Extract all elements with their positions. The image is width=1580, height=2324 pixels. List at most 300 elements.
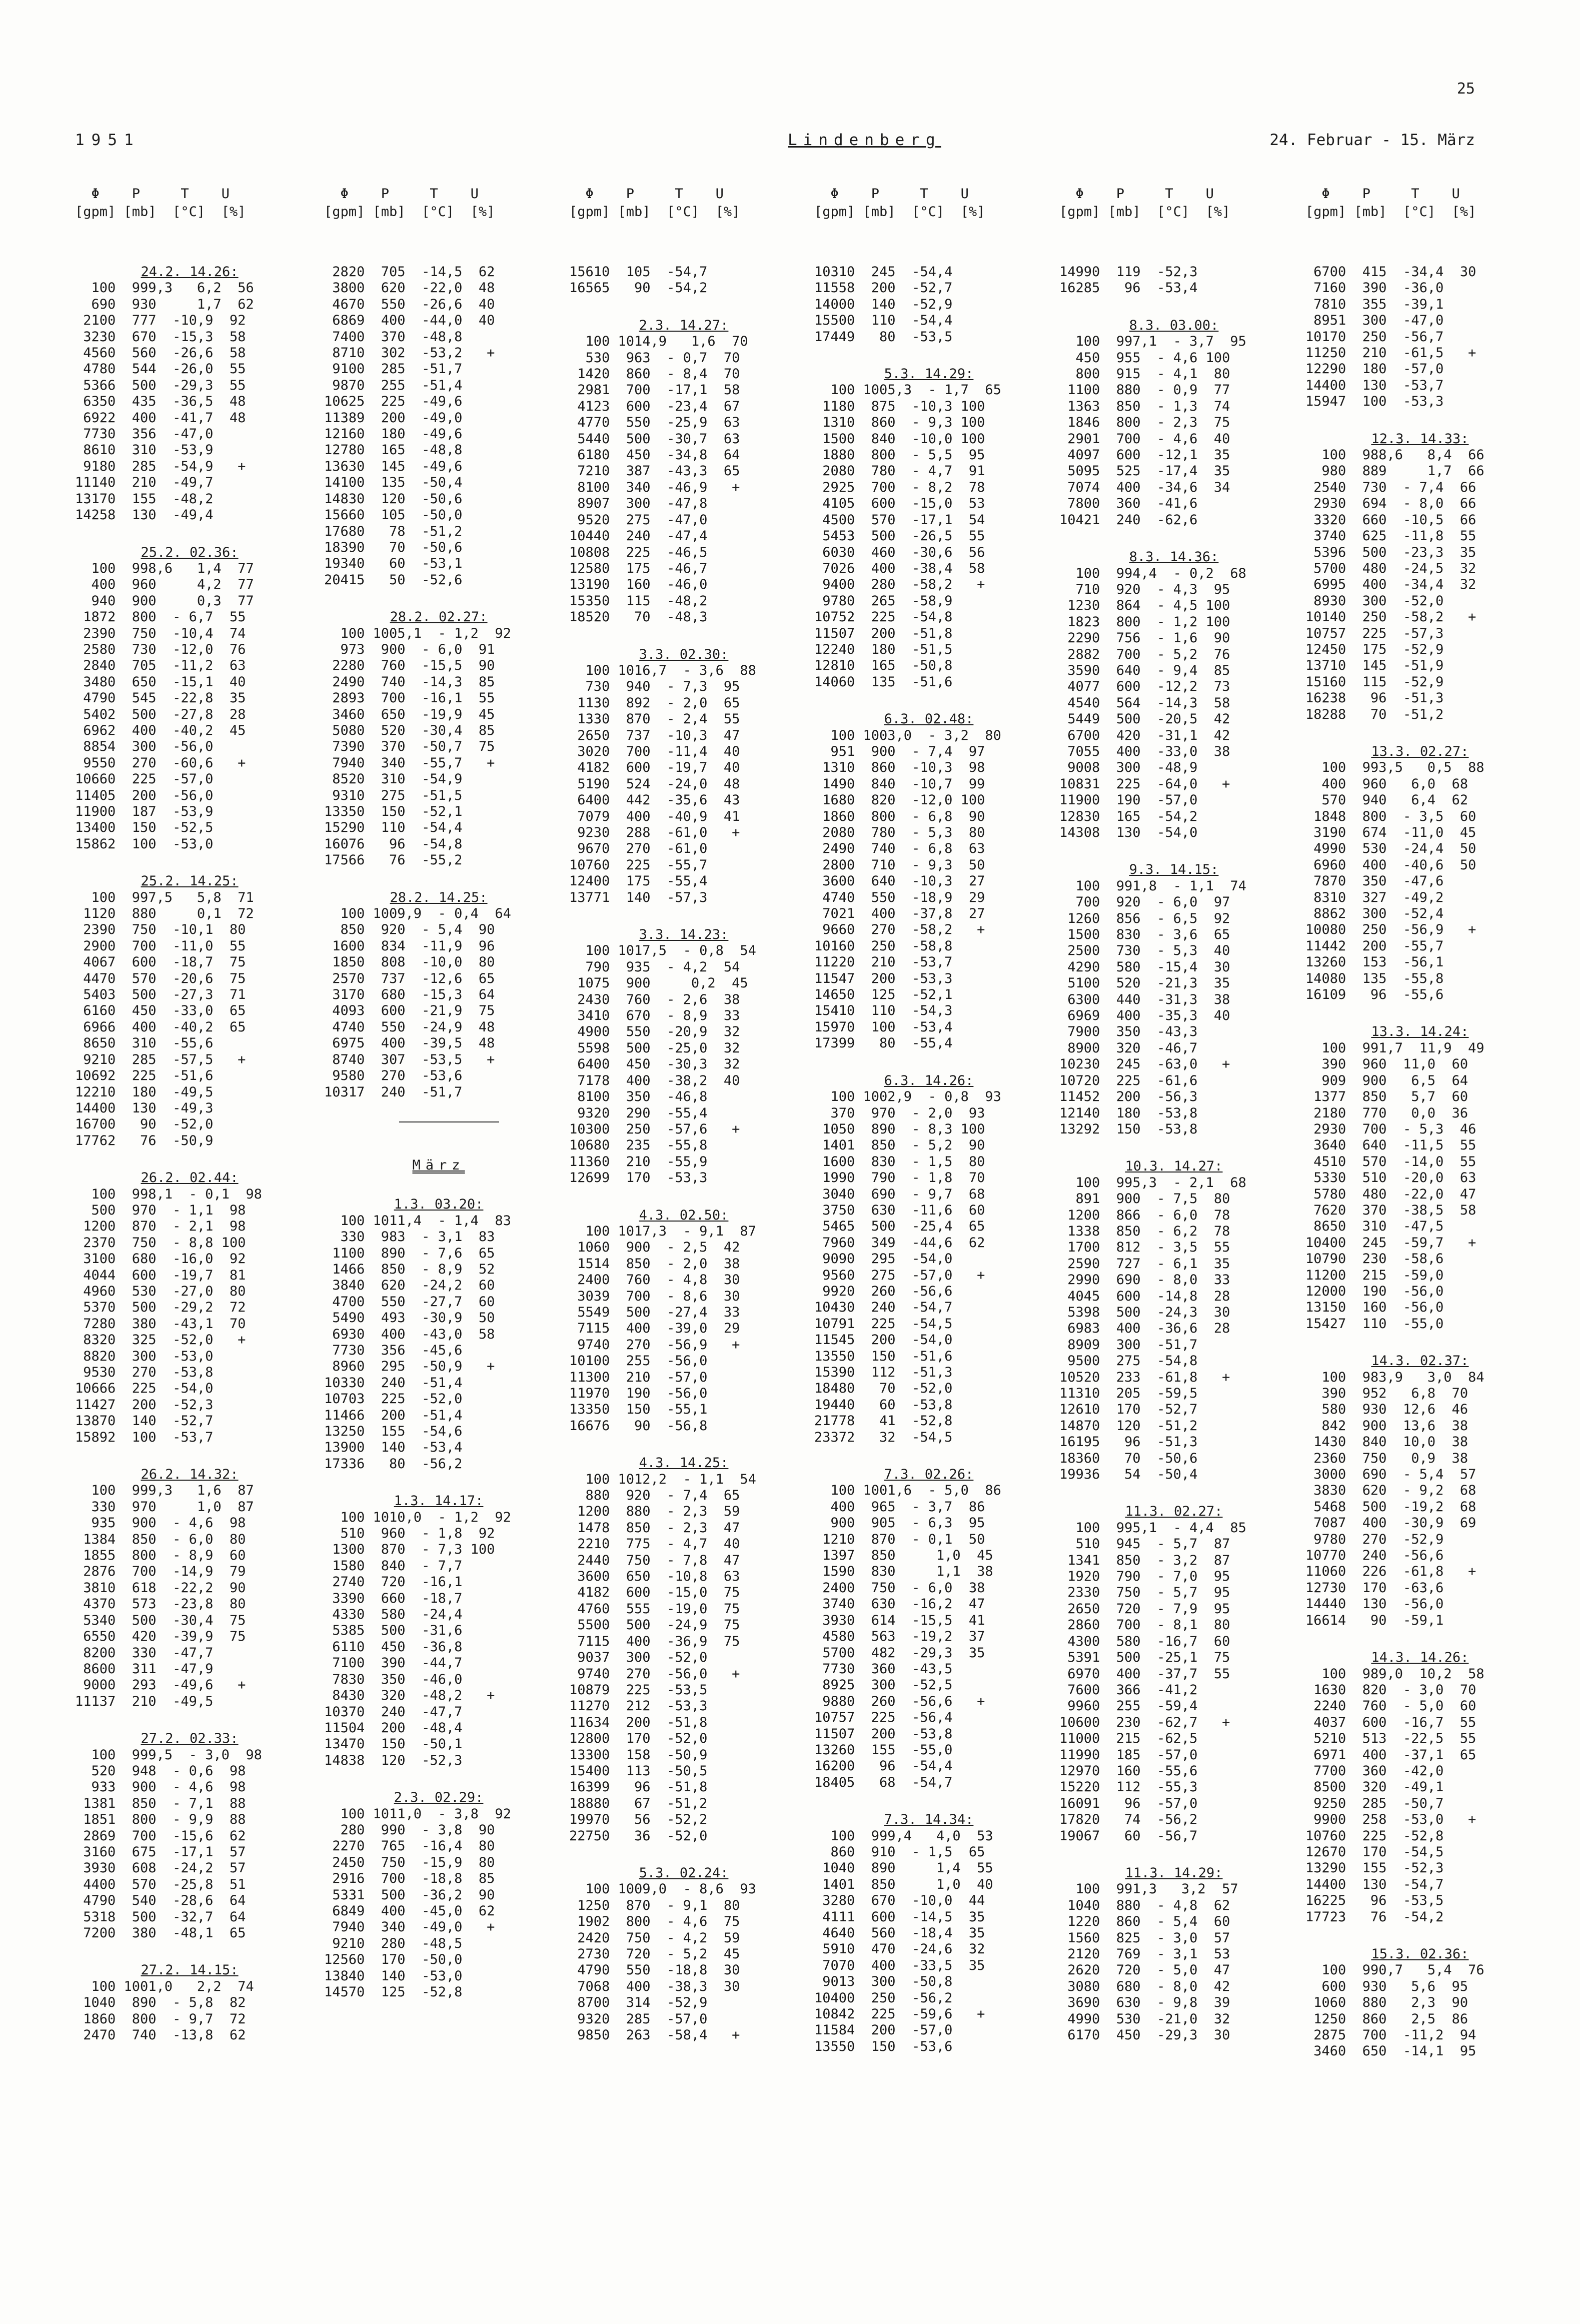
data-row: 7730 356 -47,0 <box>75 426 214 442</box>
data-row: 7087 400 -30,9 69 <box>1305 1515 1476 1531</box>
data-row: 280 990 - 3,8 90 <box>324 1822 495 1838</box>
data-row: 13290 155 -52,3 <box>1305 1860 1444 1876</box>
sounding-heading: 25.2. 14.25: <box>141 873 239 889</box>
month-label: März <box>412 1157 465 1173</box>
data-row: 14400 130 -49,3 <box>75 1100 214 1116</box>
data-row: 14080 135 -55,8 <box>1305 970 1444 986</box>
data-row: 100 999,4 4,0 53 <box>814 1828 993 1844</box>
data-row: 11452 200 -56,3 <box>1059 1089 1198 1105</box>
column-symbols: Φ P T U <box>75 186 230 202</box>
data-row: 4560 560 -26,6 58 <box>75 345 246 361</box>
data-row: 2450 750 -15,9 80 <box>324 1854 495 1870</box>
data-row: 1210 870 - 0,1 50 <box>814 1531 985 1547</box>
data-row: 7178 400 -38,2 40 <box>569 1072 740 1088</box>
data-row: 2580 730 -12,0 76 <box>75 641 246 657</box>
data-row: 2869 700 -15,6 62 <box>75 1828 246 1844</box>
data-row: 600 930 5,6 95 <box>1305 1978 1468 1994</box>
data-row: 7390 370 -50,7 75 <box>324 739 495 755</box>
sounding-heading: 27.2. 02.33: <box>141 1731 239 1747</box>
data-row: 100 1003,0 - 3,2 80 <box>814 727 1001 743</box>
data-row: 10666 225 -54,0 <box>75 1381 214 1397</box>
data-row: 4780 544 -26,0 55 <box>75 361 246 377</box>
data-row: 2650 737 -10,3 47 <box>569 727 740 743</box>
sounding-heading: 6.3. 14.26: <box>884 1072 974 1088</box>
data-row: 9500 275 -54,8 <box>1059 1353 1198 1369</box>
sounding-block <box>75 1962 284 2043</box>
data-row: 2180 770 0,0 36 <box>1305 1105 1468 1121</box>
data-row: 2360 750 0,9 38 <box>1305 1450 1468 1466</box>
data-row: 9320 285 -57,0 <box>569 2011 708 2027</box>
data-row: 100 990,7 5,4 76 <box>1305 1962 1484 1978</box>
data-row: 8820 300 -53,0 <box>75 1348 214 1364</box>
data-row: 11140 210 -49,7 <box>75 475 214 491</box>
data-row: 19067 60 -56,7 <box>1059 1828 1198 1844</box>
data-row: 13260 153 -56,1 <box>1305 954 1444 970</box>
sounding-block <box>1059 318 1268 528</box>
data-row: 4580 563 -19,2 37 <box>814 1629 985 1645</box>
data-row: 1401 850 1,0 40 <box>814 1876 993 1892</box>
sounding-block <box>1305 1353 1514 1629</box>
data-row: 10760 225 -55,7 <box>569 857 708 873</box>
data-row: 10430 240 -54,7 <box>814 1300 953 1316</box>
sounding-block <box>1305 1650 1514 1925</box>
data-row: 16109 96 -55,6 <box>1305 987 1444 1003</box>
data-row: 1420 860 - 8,4 70 <box>569 366 740 382</box>
data-row: 10400 245 -59,7 + <box>1305 1235 1476 1251</box>
data-row: 14650 125 -52,1 <box>814 987 953 1003</box>
sounding-block <box>814 1467 1023 1791</box>
data-row: 1060 880 2,3 90 <box>1305 1995 1468 2011</box>
data-row: 3600 640 -10,3 27 <box>814 873 985 889</box>
data-row: 14308 130 -54,0 <box>1059 825 1198 840</box>
sounding-heading: 5.3. 14.29: <box>884 366 974 382</box>
sounding-block <box>75 545 284 853</box>
data-row: 7940 340 -55,7 + <box>324 755 495 771</box>
data-row: 3320 660 -10,5 66 <box>1305 512 1476 528</box>
data-row: 6970 400 -37,7 55 <box>1059 1666 1230 1682</box>
data-row: 2860 700 - 8,1 80 <box>1059 1617 1230 1633</box>
data-row: 2930 694 - 8,0 66 <box>1305 496 1476 512</box>
data-row: 15427 110 -55,0 <box>1305 1316 1444 1332</box>
data-row: 14400 130 -54,7 <box>1305 1876 1444 1892</box>
data-row: 5385 500 -31,6 <box>324 1623 463 1639</box>
data-row: 13350 150 -55,1 <box>569 1402 708 1418</box>
data-row: 6700 415 -34,4 30 <box>1305 264 1476 280</box>
data-row: 16225 96 -53,5 <box>1305 1893 1444 1909</box>
data-row: 9920 260 -56,6 <box>814 1283 953 1299</box>
data-row: 4077 600 -12,2 73 <box>1059 679 1230 695</box>
data-row: 16700 90 -52,0 <box>75 1116 214 1132</box>
data-row: 16399 96 -51,8 <box>569 1779 708 1795</box>
sounding-block <box>1305 744 1514 1003</box>
data-row: 1514 850 - 2,0 38 <box>569 1256 740 1272</box>
data-row: 10879 225 -53,5 <box>569 1682 708 1698</box>
sounding-heading: 1.3. 03.20: <box>394 1197 484 1213</box>
data-row: 9780 270 -52,9 <box>1305 1531 1444 1547</box>
data-row: 12670 170 -54,5 <box>1305 1844 1444 1860</box>
data-row: 15350 115 -48,2 <box>569 593 708 609</box>
data-row: 16076 96 -54,8 <box>324 836 463 852</box>
data-row: 570 940 6,4 62 <box>1305 792 1468 808</box>
data-row: 5340 500 -30,4 75 <box>75 1612 246 1628</box>
data-row: 10831 225 -64,0 + <box>1059 776 1230 792</box>
column-units: [gpm] [mb] [°C] [%] <box>1059 204 1230 220</box>
data-row: 100 989,0 10,2 58 <box>1305 1666 1484 1682</box>
data-row: 12140 180 -53,8 <box>1059 1105 1198 1121</box>
data-row: 14870 120 -51,2 <box>1059 1418 1198 1434</box>
data-row: 20415 50 -52,6 <box>324 572 463 588</box>
data-row: 1100 880 - 0,9 77 <box>1059 382 1230 398</box>
sounding-block <box>569 264 778 297</box>
sounding-heading: 28.2. 02.27: <box>390 609 488 625</box>
data-row: 100 994,4 - 0,2 68 <box>1059 565 1246 581</box>
sounding-block <box>1059 264 1268 297</box>
data-row: 10680 235 -55,8 <box>569 1137 708 1153</box>
data-row: 15610 105 -54,7 <box>569 264 708 280</box>
data-row: 8320 325 -52,0 + <box>75 1332 246 1348</box>
data-row: 8430 320 -48,2 + <box>324 1688 495 1704</box>
data-row: 100 998,1 - 0,1 98 <box>75 1186 262 1202</box>
data-row: 4740 550 -18,9 29 <box>814 889 985 905</box>
data-row: 10317 240 -51,7 <box>324 1084 463 1100</box>
data-row: 18520 70 -48,3 <box>569 609 708 625</box>
data-row: 100 1001,0 2,2 74 <box>75 1978 254 1994</box>
data-row: 2981 700 -17,1 58 <box>569 382 740 398</box>
data-row: 11360 210 -55,9 <box>569 1153 708 1170</box>
column-symbols: Φ P T U <box>814 186 969 202</box>
data-row: 3740 625 -11,8 55 <box>1305 528 1476 544</box>
data-row: 100 1002,9 - 0,8 93 <box>814 1089 1001 1105</box>
data-row: 17449 80 -53,5 <box>814 329 953 345</box>
data-row: 21778 41 -52,8 <box>814 1413 953 1429</box>
data-row: 100 991,8 - 1,1 74 <box>1059 878 1246 894</box>
column-header <box>1305 185 1514 229</box>
data-row: 9850 263 -58,4 + <box>569 2027 740 2043</box>
data-row: 8854 300 -56,0 <box>75 739 214 755</box>
data-row: 1120 880 0,1 72 <box>75 906 254 922</box>
station-name: Lindenberg <box>788 131 941 149</box>
data-row: 1823 800 - 1,2 100 <box>1059 614 1230 630</box>
data-row: 3480 650 -15,1 40 <box>75 674 246 690</box>
data-row: 4330 580 -24,4 <box>324 1607 463 1623</box>
data-row: 13630 145 -49,6 <box>324 458 463 474</box>
sounding-heading: 4.3. 02.50: <box>639 1207 729 1223</box>
data-row: 6110 450 -36,8 <box>324 1639 463 1655</box>
column-header <box>569 185 778 229</box>
sounding-heading: 28.2. 14.25: <box>390 889 488 905</box>
data-row: 9310 275 -51,5 <box>324 787 463 803</box>
data-row: 10625 225 -49,6 <box>324 394 463 410</box>
data-row: 3930 608 -24,2 57 <box>75 1860 246 1876</box>
data-row: 2390 750 -10,1 80 <box>75 922 246 938</box>
data-row: 3170 680 -15,3 64 <box>324 987 495 1003</box>
data-row: 9180 285 -54,9 + <box>75 458 246 474</box>
data-row: 15500 110 -54,4 <box>814 313 953 329</box>
data-row: 9090 295 -54,0 <box>814 1251 953 1267</box>
data-row: 4760 555 -19,0 75 <box>569 1601 740 1617</box>
data-row: 16285 96 -53,4 <box>1059 280 1198 296</box>
data-row: 100 1009,9 - 0,4 64 <box>324 906 511 922</box>
sounding-block <box>324 1790 533 2000</box>
data-row: 100 995,3 - 2,1 68 <box>1059 1175 1246 1191</box>
data-row: 15400 113 -50,5 <box>569 1763 708 1779</box>
data-row: 5700 480 -24,5 32 <box>1305 560 1476 576</box>
data-row: 1200 866 - 6,0 78 <box>1059 1207 1230 1223</box>
data-row: 330 970 1,0 87 <box>75 1499 254 1515</box>
data-row: 2490 740 -14,3 85 <box>324 674 495 690</box>
data-row: 5318 500 -32,7 64 <box>75 1909 246 1925</box>
data-row: 15290 110 -54,4 <box>324 820 463 836</box>
data-row: 8600 311 -47,9 <box>75 1661 214 1677</box>
data-row: 2270 765 -16,4 80 <box>324 1838 495 1854</box>
data-row: 11584 200 -57,0 <box>814 2022 953 2038</box>
data-row: 12730 170 -63,6 <box>1305 1580 1444 1596</box>
data-row: 2330 750 - 5,7 95 <box>1059 1585 1230 1601</box>
data-column-1 <box>75 185 284 2064</box>
sounding-heading: 12.3. 14.33: <box>1371 431 1469 447</box>
data-row: 10791 225 -54,5 <box>814 1316 953 1332</box>
sounding-heading: 26.2. 14.32: <box>141 1467 239 1483</box>
sounding-heading: 26.2. 02.44: <box>141 1170 239 1186</box>
data-row: 9400 280 -58,2 + <box>814 577 985 593</box>
data-row: 7210 387 -43,3 65 <box>569 463 740 479</box>
data-row: 2882 700 - 5,2 76 <box>1059 646 1230 662</box>
data-row: 5700 482 -29,3 35 <box>814 1645 985 1661</box>
data-row: 9880 260 -56,6 + <box>814 1693 985 1709</box>
data-row: 100 991,3 3,2 57 <box>1059 1881 1238 1897</box>
data-row: 3100 680 -16,0 92 <box>75 1251 246 1267</box>
data-row: 5190 524 -24,0 48 <box>569 776 740 792</box>
data-row: 9037 300 -52,0 <box>569 1650 708 1666</box>
sounding-block <box>1059 1158 1268 1483</box>
data-row: 16614 90 -59,1 <box>1305 1612 1444 1628</box>
data-row: 1180 875 -10,3 100 <box>814 398 985 414</box>
data-row: 3840 620 -24,2 60 <box>324 1278 495 1294</box>
data-row: 15862 100 -53,0 <box>75 836 214 852</box>
data-row: 23372 32 -54,5 <box>814 1429 953 1445</box>
data-row: 3000 690 - 5,4 57 <box>1305 1467 1476 1483</box>
data-row: 2420 750 - 4,2 59 <box>569 1930 740 1946</box>
data-row: 940 900 0,3 77 <box>75 593 254 609</box>
data-row: 12800 170 -52,0 <box>569 1731 708 1747</box>
separator-line <box>399 1121 499 1122</box>
data-row: 9210 285 -57,5 + <box>75 1051 246 1067</box>
data-row: 4370 573 -23,8 80 <box>75 1596 246 1612</box>
data-row: 7730 360 -43,5 <box>814 1661 953 1677</box>
data-row: 4123 600 -23,4 67 <box>569 398 740 414</box>
data-row: 2620 720 - 5,0 47 <box>1059 1962 1230 1978</box>
data-row: 5398 500 -24,3 30 <box>1059 1304 1230 1320</box>
sounding-heading: 7.3. 02.26: <box>884 1467 974 1483</box>
data-row: 11507 200 -53,8 <box>814 1726 953 1742</box>
data-row: 10080 250 -56,9 + <box>1305 922 1476 938</box>
data-row: 8200 330 -47,7 <box>75 1645 214 1661</box>
sounding-heading: 15.3. 02.36: <box>1371 1946 1469 1962</box>
sounding-block <box>814 711 1023 1052</box>
data-row: 16676 90 -56,8 <box>569 1418 708 1434</box>
data-row: 9008 300 -48,9 <box>1059 760 1198 776</box>
sounding-block <box>814 1812 1023 2055</box>
data-row: 13350 150 -52,1 <box>324 804 463 819</box>
data-row: 13550 150 -51,6 <box>814 1348 953 1364</box>
data-row: 6966 400 -40,2 65 <box>75 1019 246 1035</box>
data-row: 700 920 - 6,0 97 <box>1059 894 1230 910</box>
data-row: 100 999,3 1,6 87 <box>75 1483 254 1499</box>
data-row: 1200 870 - 2,1 98 <box>75 1219 246 1235</box>
data-row: 100 983,9 3,0 84 <box>1305 1369 1484 1385</box>
data-row: 13300 158 -50,9 <box>569 1747 708 1763</box>
data-row: 5468 500 -19,2 68 <box>1305 1499 1476 1515</box>
data-row: 9900 258 -53,0 + <box>1305 1812 1476 1828</box>
data-row: 2840 705 -11,2 63 <box>75 658 246 674</box>
data-row: 3190 674 -11,0 45 <box>1305 825 1476 840</box>
data-row: 330 983 - 3,1 83 <box>324 1229 495 1245</box>
data-row: 100 997,5 5,8 71 <box>75 889 254 905</box>
data-row: 12400 175 -55,4 <box>569 873 708 889</box>
data-row: 10370 240 -47,7 <box>324 1704 463 1720</box>
data-row: 13190 160 -46,0 <box>569 577 708 593</box>
data-row: 14060 135 -51,6 <box>814 674 953 690</box>
data-row: 4900 550 -20,9 32 <box>569 1024 740 1040</box>
data-row: 9870 255 -51,4 <box>324 377 463 393</box>
sounding-block <box>814 264 1023 345</box>
data-row: 10752 225 -54,8 <box>814 609 953 625</box>
data-row: 1381 850 - 7,1 88 <box>75 1795 246 1811</box>
data-row: 8500 320 -49,1 <box>1305 1779 1444 1795</box>
sounding-heading: 8.3. 03.00: <box>1129 317 1219 333</box>
data-row: 5549 500 -27,4 33 <box>569 1304 740 1320</box>
data-row: 12830 165 -54,2 <box>1059 808 1198 824</box>
data-row: 3020 700 -11,4 40 <box>569 743 740 759</box>
data-row: 891 900 - 7,5 80 <box>1059 1191 1230 1207</box>
data-row: 8100 350 -46,8 <box>569 1089 708 1105</box>
data-row: 2240 760 - 5,0 60 <box>1305 1698 1476 1714</box>
column-units: [gpm] [mb] [°C] [%] <box>1305 204 1476 220</box>
sounding-block <box>75 873 284 1149</box>
data-row: 4093 600 -21,9 75 <box>324 1003 495 1019</box>
data-column-4 <box>814 185 1023 2076</box>
sounding-heading: 7.3. 14.34: <box>884 1812 974 1828</box>
data-row: 12160 180 -49,6 <box>324 426 463 442</box>
data-row: 2800 710 - 9,3 50 <box>814 857 985 873</box>
data-row: 3810 618 -22,2 90 <box>75 1580 246 1596</box>
data-row: 1050 890 - 8,3 100 <box>814 1121 985 1137</box>
sounding-heading: 4.3. 14.25: <box>639 1455 729 1471</box>
data-row: 10660 225 -57,0 <box>75 771 214 787</box>
data-row: 10400 250 -56,2 <box>814 1990 953 2006</box>
sounding-heading: 25.2. 02.36: <box>141 544 239 560</box>
data-row: 1040 880 - 4,8 62 <box>1059 1897 1230 1913</box>
data-row: 1330 870 - 2,4 55 <box>569 711 740 727</box>
data-row: 1848 800 - 3,5 60 <box>1305 808 1476 824</box>
data-row: 9100 285 -51,7 <box>324 361 463 377</box>
data-row: 400 965 - 3,7 86 <box>814 1499 985 1515</box>
data-row: 6922 400 -41,7 48 <box>75 410 246 426</box>
sounding-block <box>75 1170 284 1446</box>
data-row: 800 915 - 4,1 80 <box>1059 366 1230 382</box>
data-row: 9250 285 -50,7 <box>1305 1795 1444 1811</box>
data-row: 5598 500 -25,0 32 <box>569 1040 740 1056</box>
data-row: 5910 470 -24,6 32 <box>814 1941 985 1957</box>
data-row: 14830 120 -50,6 <box>324 491 463 507</box>
data-row: 2430 760 - 2,6 38 <box>569 991 740 1007</box>
data-row: 2370 750 - 8,8 100 <box>75 1235 246 1251</box>
data-row: 1600 834 -11,9 96 <box>324 938 495 954</box>
data-row: 6300 440 -31,3 38 <box>1059 991 1230 1007</box>
sounding-block <box>814 366 1023 690</box>
data-row: 520 948 - 0,6 98 <box>75 1763 246 1779</box>
data-row: 2540 730 - 7,4 66 <box>1305 479 1476 495</box>
data-column-5 <box>1059 185 1268 2064</box>
data-row: 9740 270 -56,9 + <box>569 1337 740 1353</box>
data-row: 18390 70 -50,6 <box>324 539 463 555</box>
data-row: 11427 200 -52,3 <box>75 1397 214 1413</box>
data-row: 2876 700 -14,9 79 <box>75 1564 246 1580</box>
data-row: 4470 570 -20,6 75 <box>75 970 246 986</box>
data-row: 1200 880 - 2,3 59 <box>569 1504 740 1520</box>
sounding-heading: 27.2. 14.15: <box>141 1962 239 1978</box>
data-row: 1040 890 - 5,8 82 <box>75 1995 246 2011</box>
data-row: 3740 630 -16,2 47 <box>814 1596 985 1612</box>
data-row: 5449 500 -20,5 42 <box>1059 711 1230 727</box>
data-row: 18480 70 -52,0 <box>814 1381 953 1397</box>
data-row: 10757 225 -57,3 <box>1305 625 1444 641</box>
data-row: 10808 225 -46,5 <box>569 544 708 560</box>
sounding-block <box>1059 549 1268 841</box>
data-row: 9660 270 -58,2 + <box>814 922 985 938</box>
data-row: 1860 800 - 6,8 90 <box>814 808 985 824</box>
data-row: 2470 740 -13,8 62 <box>75 2027 246 2043</box>
data-row: 6849 400 -45,0 62 <box>324 1903 495 1919</box>
data-row: 3390 660 -18,7 <box>324 1590 463 1606</box>
data-row: 13250 155 -54,6 <box>324 1424 463 1439</box>
data-row: 909 900 6,5 64 <box>1305 1072 1468 1088</box>
sounding-block <box>1305 1946 1514 2060</box>
data-row: 1260 856 - 6,5 92 <box>1059 910 1230 926</box>
data-row: 12610 170 -52,7 <box>1059 1402 1198 1418</box>
column-units: [gpm] [mb] [°C] [%] <box>75 204 246 220</box>
data-row: 510 945 - 5,7 87 <box>1059 1536 1230 1552</box>
sounding-heading: 3.3. 02.30: <box>639 646 729 662</box>
data-row: 5100 520 -21,3 35 <box>1059 975 1230 991</box>
data-row: 11000 215 -62,5 <box>1059 1731 1198 1747</box>
data-row: 100 1001,6 - 5,0 86 <box>814 1483 1001 1499</box>
data-row: 2901 700 - 4,6 40 <box>1059 431 1230 447</box>
data-row: 4790 545 -22,8 35 <box>75 690 246 706</box>
data-row: 12780 165 -48,8 <box>324 442 463 458</box>
data-row: 100 1012,2 - 1,1 54 <box>569 1471 756 1487</box>
sounding-heading: 10.3. 14.27: <box>1125 1158 1223 1175</box>
data-row: 5402 500 -27,8 28 <box>75 706 246 722</box>
data-row: 7021 400 -37,8 27 <box>814 906 985 922</box>
data-row: 1580 840 - 7,7 <box>324 1558 463 1574</box>
sounding-block <box>1305 1024 1514 1332</box>
sounding-block <box>1305 431 1514 723</box>
year: 1951 <box>75 131 141 149</box>
data-row: 7068 400 -38,3 30 <box>569 1978 740 1994</box>
data-row: 14570 125 -52,8 <box>324 1984 463 2000</box>
page-header <box>75 131 1475 156</box>
data-row: 13550 150 -53,6 <box>814 2038 953 2054</box>
data-row: 11220 210 -53,7 <box>814 954 953 970</box>
data-row: 6995 400 -34,4 32 <box>1305 577 1476 593</box>
data-row: 1630 820 - 3,0 70 <box>1305 1682 1476 1698</box>
data-row: 18405 68 -54,7 <box>814 1774 953 1790</box>
column-units: [gpm] [mb] [°C] [%] <box>324 204 495 220</box>
data-row: 7055 400 -33,0 38 <box>1059 743 1230 759</box>
data-row: 3040 690 - 9,7 68 <box>814 1186 985 1202</box>
data-row: 13840 140 -53,0 <box>324 1968 463 1984</box>
